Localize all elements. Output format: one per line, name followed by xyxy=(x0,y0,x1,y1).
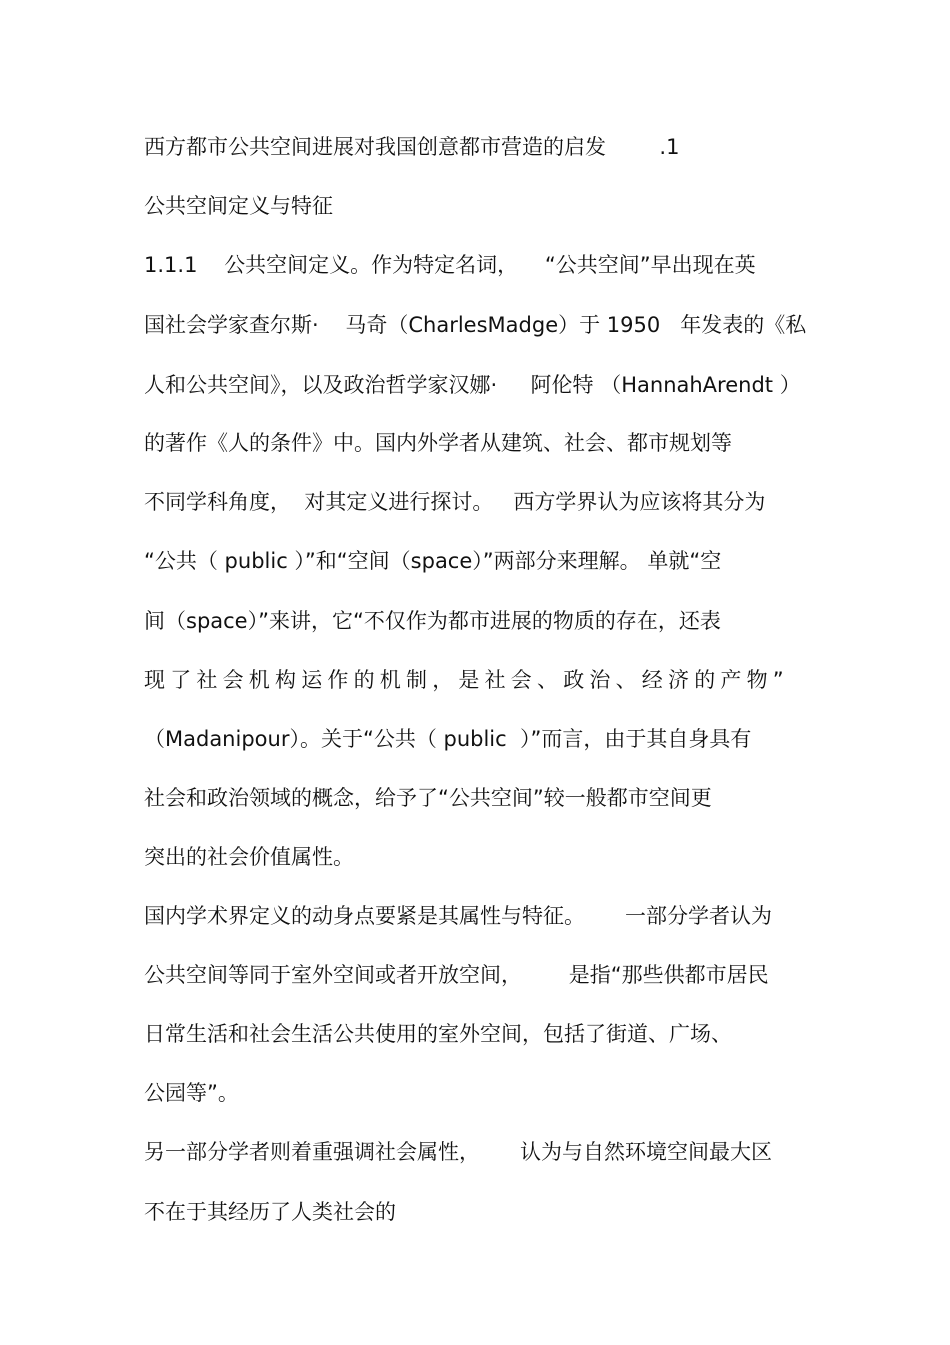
text-line-5: 人和公共空间》，以及政治哲学家汉娜· 阿伦特 （HannahArendt ） xyxy=(144,373,801,397)
text-line-1: 西方都市公共空间进展对我国创意都市营造的启发 .1 xyxy=(144,135,680,159)
text-line-14: 国内学术界定义的动身点要紧是其属性与特征。 一部分学者认为 xyxy=(144,904,773,928)
text-line-19: 不在于其经历了人类社会的 xyxy=(144,1200,396,1224)
text-line-11: （Madanipour）。关于“公共（ public ）”而言，由于其自身具有 xyxy=(144,727,752,751)
text-line-10: 现了社会机构运作的机制，是社会、政治、经济的产物” xyxy=(144,668,789,692)
text-line-3: 1.1.1 公共空间定义。作为特定名词， “公共空间”早出现在英 xyxy=(144,253,756,277)
text-line-9: 间（space）”来讲，它“不仅作为都市进展的物质的存在，还表 xyxy=(144,609,721,633)
text-line-2: 公共空间定义与特征 xyxy=(144,194,333,218)
text-line-7: 不同学科角度， 对其定义进行探讨。 西方学界认为应该将其分为 xyxy=(144,490,766,514)
text-line-6: 的著作《人的条件》中。国内外学者从建筑、社会、都市规划等 xyxy=(144,431,732,455)
text-line-4: 国社会学家查尔斯· 马奇（CharlesMadge）于 1950 年发表的《私 xyxy=(144,313,807,337)
text-line-13: 突出的社会价值属性。 xyxy=(144,845,354,869)
text-line-18: 另一部分学者则着重强调社会属性， 认为与自然环境空间最大区 xyxy=(144,1140,773,1164)
text-line-16: 日常生活和社会生活公共使用的室外空间，包括了街道、广场、 xyxy=(144,1022,732,1046)
text-line-8: “公共（ public ）”和“空间（space）”两部分来理解。 单就“空 xyxy=(144,549,722,573)
text-line-17: 公园等”。 xyxy=(144,1081,239,1105)
text-line-12: 社会和政治领域的概念，给予了“公共空间”较一般都市空间更 xyxy=(144,786,712,810)
text-line-15: 公共空间等同于室外空间或者开放空间， 是指“那些供都市居民 xyxy=(144,963,769,987)
